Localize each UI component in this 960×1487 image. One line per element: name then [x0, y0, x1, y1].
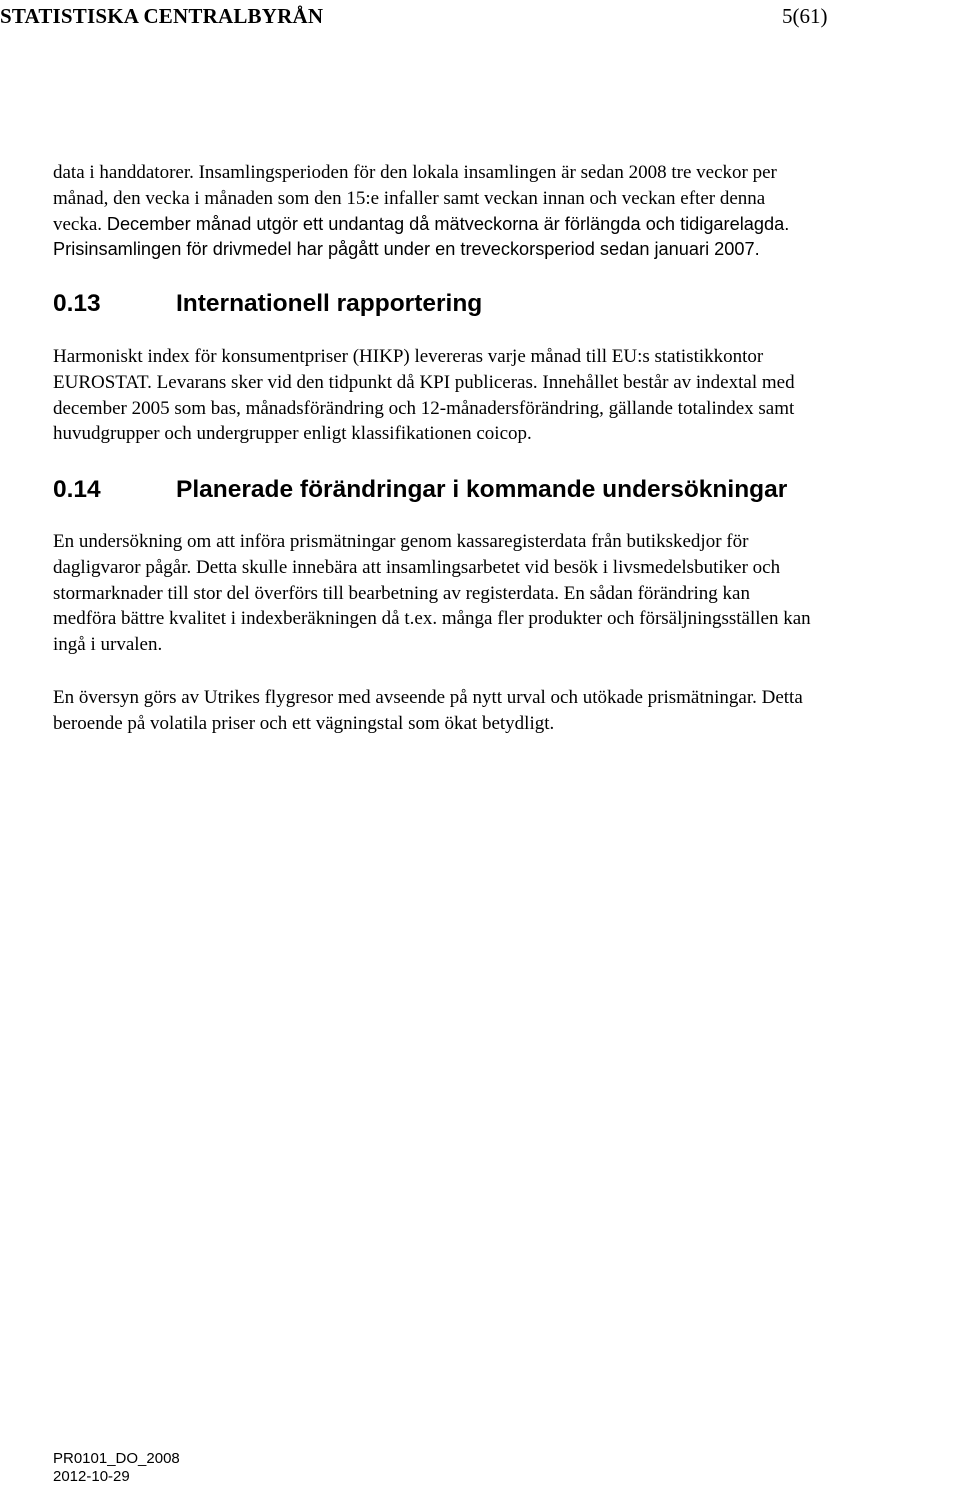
text-line: månad, den vecka i månaden som den 15:e infaller samt veckan innan och veckan efter denna [53, 187, 766, 209]
section-paragraph [53, 529, 958, 658]
page-number: 5(61) [782, 4, 828, 28]
text-line: stormarknader till stor del överförs till bearbetning av registerdata. En sådan förändring kan [53, 582, 750, 604]
text-line: dagligvaror pågår. Detta skulle innebära att insamlingsarbetet vid besök i livsmedelsbutiker och [53, 556, 781, 578]
section-number: 0.13 [53, 290, 101, 317]
section-title: Planerade förändringar i kommande undersökningar [176, 476, 788, 503]
text-line [53, 212, 958, 238]
text-run: vecka. [53, 213, 107, 235]
text-line: december 2005 som bas, månadsförändring och 12-månadersförändring, gällande totalindex samt [53, 397, 795, 419]
organization-name: STATISTISKA CENTRALBYRÅN [0, 4, 324, 28]
page-footer [53, 1450, 180, 1485]
document-id: PR0101_DO_2008 [53, 1450, 180, 1467]
text-line: En undersökning om att införa prismätningar genom kassaregisterdata från butikskedjor för [53, 531, 749, 552]
document-date: 2012-10-29 [53, 1467, 130, 1485]
intro-paragraph [53, 160, 958, 263]
text-line: data i handdatorer. Insamlingsperioden för den lokala insamlingen är sedan 2008 tre veckor per [53, 162, 777, 183]
text-line: En översyn görs av Utrikes flygresor med avseende på nytt urval och utökade prismätningar. Detta [53, 687, 803, 708]
text-line: ingå i urvalen. [53, 634, 163, 656]
text-line: Prisinsamlingen för drivmedel har pågått under en treveckorsperiod sedan januari 2007. [53, 239, 760, 260]
text-line: beroende på volatila priser och ett vägningstal som ökat betydligt. [53, 712, 555, 734]
section-number: 0.14 [53, 476, 101, 503]
section-title: Internationell rapportering [176, 290, 483, 317]
section-heading [53, 291, 482, 317]
text-run-sans: December månad utgör ett undantag då mätveckorna är förlängda och tidigarelagda. [106, 213, 790, 234]
section-heading [53, 477, 787, 503]
section-paragraph [53, 685, 958, 737]
text-line: Harmoniskt index för konsumentpriser (HIKP) levereras varje månad till EU:s statistikkontor [53, 346, 764, 367]
section-paragraph [53, 344, 958, 447]
text-line: EUROSTAT. Levarans sker vid den tidpunkt då KPI publiceras. Innehållet består av indextal med [53, 371, 795, 393]
text-line: medföra bättre kvalitet i indexberäkningen då t.ex. många fler produkter och försäljningsställen kan [53, 608, 811, 630]
page-header [0, 4, 960, 30]
text-line: huvudgrupper och undergrupper enligt klassifikationen coicop. [53, 423, 532, 445]
